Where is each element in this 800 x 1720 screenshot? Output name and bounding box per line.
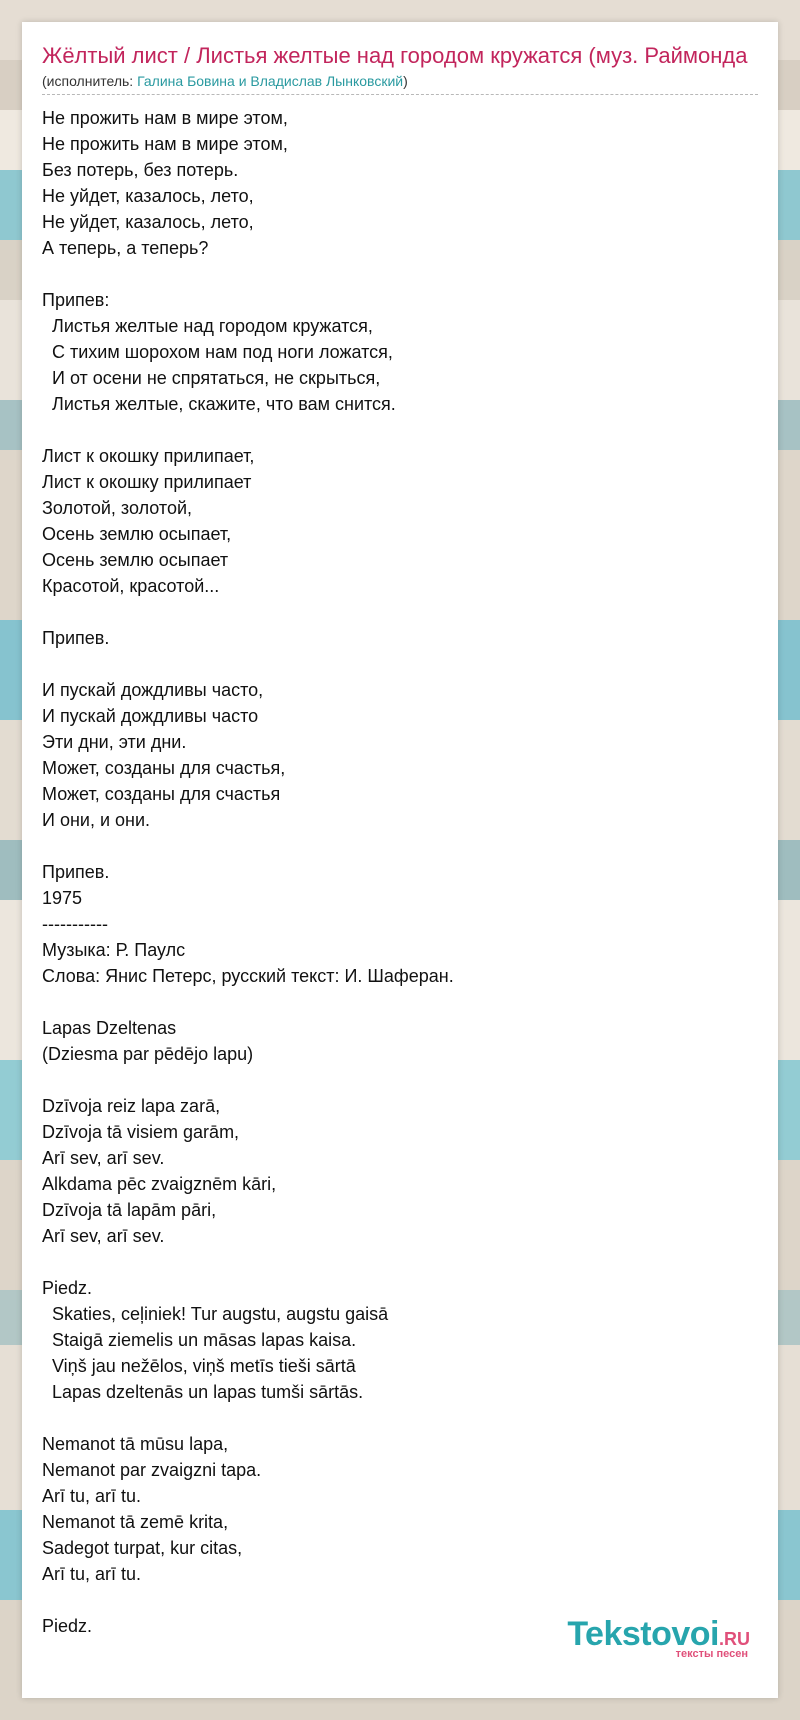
lyrics-line (42, 989, 758, 1015)
lyrics-line (42, 1405, 758, 1431)
lyrics-line (42, 1249, 758, 1275)
lyrics-card (22, 22, 778, 1698)
logo-name: Tekstovoi (567, 1615, 719, 1653)
lyrics-line (42, 261, 758, 287)
lyrics-line: Лист к окошку прилипает, (42, 446, 255, 466)
lyrics-line: Lapas dzeltenās un lapas tumši sārtās. (42, 1382, 364, 1402)
lyrics-line: Не прожить нам в мире этом, (42, 134, 288, 154)
performer-line (42, 72, 758, 95)
lyrics-line: Эти дни, эти дни. (42, 732, 187, 752)
lyrics-line: Piedz. (42, 1616, 93, 1636)
lyrics-line: Лист к окошку прилипает (42, 472, 252, 492)
lyrics-line (42, 417, 758, 443)
lyrics-line: Листья желтые, скажите, что вам снится. (42, 394, 396, 414)
page-title: Жёлтый лист / Листья желтые над городом кружатся (муз. Раймонда (42, 43, 748, 68)
lyrics-line: 1975 (42, 888, 83, 908)
lyrics-line: Осень землю осыпает (42, 550, 229, 570)
lyrics-line: И пускай дождливы часто, (42, 680, 264, 700)
lyrics-line: А теперь, а теперь? (42, 238, 209, 258)
lyrics-line: Staigā ziemelis un māsas lapas kaisa. (42, 1330, 357, 1350)
lyrics-line: Nemanot tā mūsu lapa, (42, 1434, 229, 1454)
lyrics-line: Осень землю осыпает, (42, 524, 232, 544)
lyrics-line: Arī sev, arī sev. (42, 1148, 165, 1168)
logo-tld: .RU (719, 1629, 750, 1649)
lyrics-line (42, 599, 758, 625)
lyrics-line: Листья желтые над городом кружатся, (42, 316, 373, 336)
lyrics-line: Может, созданы для счастья, (42, 758, 286, 778)
lyrics-line: Без потерь, без потерь. (42, 160, 239, 180)
lyrics-line: Не прожить нам в мире этом, (42, 108, 288, 128)
lyrics-line: Может, созданы для счастья (42, 784, 281, 804)
lyrics-line: Припев. (42, 628, 110, 648)
lyrics-line: И от осени не спрятаться, не скрыться, (42, 368, 381, 388)
lyrics-line: Не уйдет, казалось, лето, (42, 212, 254, 232)
performer-suffix: ) (403, 73, 408, 89)
lyrics-line: Dzīvoja tā lapām pāri, (42, 1200, 217, 1220)
lyrics-line: Золотой, золотой, (42, 498, 193, 518)
lyrics-line: И они, и они. (42, 810, 151, 830)
lyrics-line: Dzīvoja tā visiem garām, (42, 1122, 240, 1142)
lyrics-line (42, 1587, 758, 1613)
lyrics-line: И пускай дождливы часто (42, 706, 259, 726)
logo-tagline: тексты песен (675, 1648, 748, 1660)
lyrics-line: Не уйдет, казалось, лето, (42, 186, 254, 206)
lyrics-line: Arī tu, arī tu. (42, 1564, 142, 1584)
lyrics-line (42, 651, 758, 677)
performer-link[interactable]: Галина Бовина и Владислав Лынковский (137, 73, 404, 89)
lyrics-line: (Dziesma par pēdējo lapu) (42, 1044, 254, 1064)
lyrics-line: Lapas Dzeltenas (42, 1018, 177, 1038)
lyrics-line: Слова: Янис Петерс, русский текст: И. Шаферан. (42, 966, 454, 986)
lyrics-line: Красотой, красотой... (42, 576, 220, 596)
lyrics-line (42, 833, 758, 859)
lyrics-line: С тихим шорохом нам под ноги ложатся, (42, 342, 393, 362)
lyrics-line: Dzīvoja reiz lapa zarā, (42, 1096, 221, 1116)
lyrics-text (42, 105, 758, 1639)
lyrics-line: Piedz. (42, 1278, 93, 1298)
lyrics-line: Alkdama pēc zvaigznēm kāri, (42, 1174, 277, 1194)
lyrics-line: Припев: (42, 290, 110, 310)
lyrics-line: Arī tu, arī tu. (42, 1486, 142, 1506)
site-logo[interactable] (567, 1617, 750, 1660)
performer-prefix: (исполнитель: (42, 73, 138, 89)
lyrics-line: Nemanot tā zemē krita, (42, 1512, 229, 1532)
lyrics-line: Музыка: Р. Паулс (42, 940, 186, 960)
lyrics-line: Sadegot turpat, kur citas, (42, 1538, 243, 1558)
lyrics-line: Arī sev, arī sev. (42, 1226, 165, 1246)
lyrics-line: Viņš jau nežēlos, viņš metīs tieši sārtā (42, 1356, 356, 1376)
lyrics-line: ----------- (42, 914, 108, 934)
lyrics-line: Nemanot par zvaigzni tapa. (42, 1460, 262, 1480)
lyrics-line: Припев. (42, 862, 110, 882)
lyrics-line: Skaties, ceļiniek! Tur augstu, augstu gaisā (42, 1304, 389, 1324)
lyrics-line (42, 1067, 758, 1093)
